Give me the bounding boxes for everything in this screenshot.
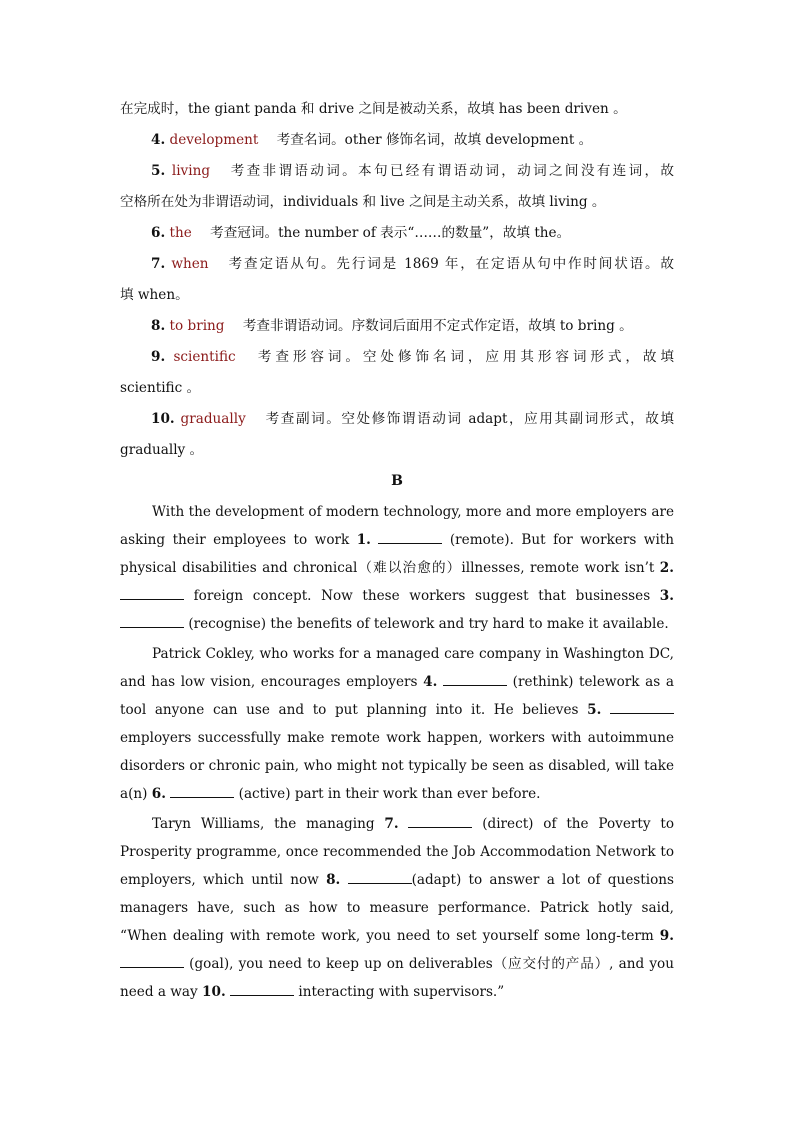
answer-item-5 — [120, 156, 674, 187]
answer-item-9 — [120, 342, 674, 373]
blank-number: 6. — [151, 786, 166, 802]
item-number: 9. — [151, 349, 166, 365]
item-number: 7. — [151, 256, 166, 272]
passage-paragraph-1: With the development of modern technology, more and more employers are asking their employees to work 1. (remote). But for workers with physical disabilities and chronical（难以治愈的）illnesses, remote work isn’t 2. foreign concept. Now these workers suggest that businesses 3. (recognise) the benefits of telework and try hard to make it available. — [120, 504, 675, 632]
item-number: 4. — [151, 132, 166, 148]
answer-item-4 — [120, 125, 674, 156]
blank-number: 4. — [423, 674, 438, 690]
blank-number: 2. — [659, 560, 674, 576]
fill-blank[interactable] — [120, 615, 184, 628]
fill-blank[interactable] — [170, 785, 234, 798]
answer-word: the — [169, 225, 192, 241]
section-title: B — [391, 473, 403, 489]
answer-word: when — [171, 256, 209, 272]
document-page — [120, 94, 674, 1006]
answer-item-7-cont: 填 when。 — [120, 287, 189, 303]
item-number: 8. — [151, 318, 166, 334]
blank-number: 10. — [202, 984, 226, 1000]
answer-item-10-cont: gradually 。 — [120, 442, 204, 458]
item-number: 5. — [151, 163, 166, 179]
blank-number: 5. — [587, 702, 602, 718]
passage-paragraph-3: Taryn Williams, the managing 7. (direct) of the Poverty to Prosperity programme, once recommended the Job Accommodation Network to employers, which until now 8. (adapt) to answer a lot of questions managers have, such as how to measure performance. Patrick hotly said, “When dealing with remote work, you need to set yourself some long-term 9. (goal), you need to keep up on deliverables（应交付的产品）, and you need a way 10. interacting with supervisors.” — [120, 816, 675, 1000]
answer-item-5-cont: 空格所在处为非谓语动词，individuals 和 live 之间是主动关系，故填 living 。 — [120, 194, 606, 210]
answer-explanation: 考查定语从句。先行词是 1869 年，在定语从句中作时间状语。故 — [228, 256, 674, 272]
answer-item-10 — [120, 404, 674, 435]
answer-word: living — [171, 163, 211, 179]
blank-number: 7. — [384, 816, 399, 832]
answer-word: development — [169, 132, 259, 148]
fill-blank[interactable] — [120, 587, 184, 600]
fill-blank[interactable] — [408, 815, 472, 828]
passage-paragraph-2: Patrick Cokley, who works for a managed care company in Washington DC, and has low vision, encourages employers 4. (rethink) telework as a tool anyone can use and to put planning into it. He believes 5. employers successfully make remote work happen, workers with autoimmune disorders or chronic pain, who might not typically be seen as disabled, will take a(n) 6. (active) part in their work than ever before. — [120, 646, 674, 802]
blank-number: 1. — [356, 532, 371, 548]
answer-explanation: 考查非谓语动词。序数词后面用不定式作定语，故填 to bring 。 — [242, 318, 633, 334]
blank-number: 9. — [659, 928, 674, 944]
answer-explanation: 考查名词。other 修饰名词，故填 development 。 — [276, 132, 593, 148]
fill-blank[interactable] — [120, 955, 184, 968]
answer-explanation: 考查冠词。the number of 表示“……的数量”，故填 the。 — [210, 225, 571, 241]
fill-blank[interactable] — [378, 531, 442, 544]
blank-number: 3. — [659, 588, 674, 604]
answer-continuation: 在完成时，the giant panda 和 drive 之间是被动关系，故填 has been driven 。 — [120, 101, 627, 117]
answer-explanation: 考查副词。空处修饰谓语动词 adapt，应用其副词形式，故填 — [265, 411, 674, 427]
fill-blank[interactable] — [230, 983, 294, 996]
answer-word: gradually — [180, 411, 246, 427]
answer-explanation: 考查非谓语动词。本句已经有谓语动词，动词之间没有连词，故 — [230, 163, 675, 179]
blank-number: 8. — [326, 872, 341, 888]
answer-word: scientific — [173, 349, 236, 365]
answer-item-9-cont: scientific 。 — [120, 380, 201, 396]
item-number: 6. — [151, 225, 166, 241]
answer-explanation: 考查形容词。空处修饰名词，应用其形容词形式，故填 — [257, 349, 674, 365]
answer-item-7 — [120, 249, 674, 280]
fill-blank[interactable] — [348, 871, 412, 884]
fill-blank[interactable] — [610, 701, 674, 714]
answer-item-6 — [120, 218, 674, 249]
item-number: 10. — [151, 411, 175, 427]
fill-blank[interactable] — [443, 673, 507, 686]
answer-word: to bring — [169, 318, 225, 334]
answer-item-8 — [120, 311, 674, 342]
